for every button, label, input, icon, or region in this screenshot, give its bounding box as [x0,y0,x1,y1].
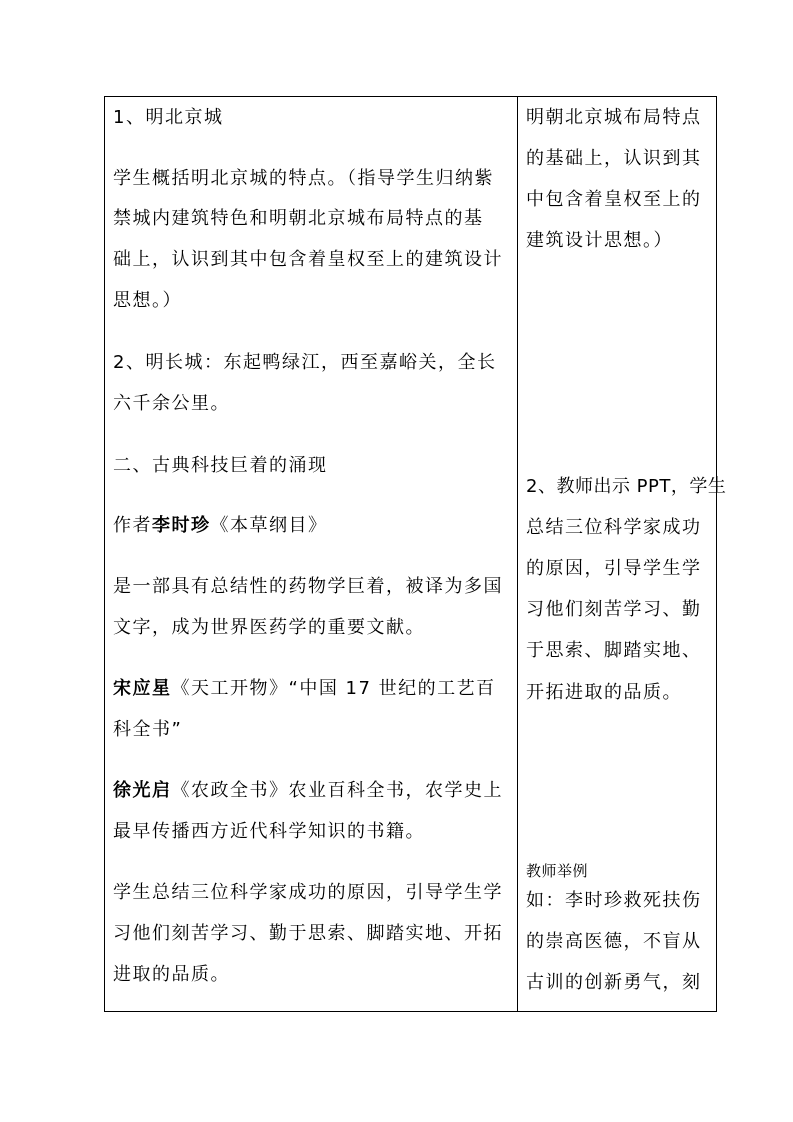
li-book-title: 《本草纲目》 [210,515,328,536]
item-2-line-2: 总结三位科学家成功 [526,517,702,538]
li-prefix: 作者 [113,515,152,536]
item-2-line-5: 于思索、脚踏实地、 [526,640,702,661]
summary-line-3: 进取的品质。 [113,964,230,985]
li-shizhen-name: 李时珍 [152,515,211,536]
li-desc-line-2: 文字，成为世界医药学的重要文献。 [113,617,425,638]
para-1-line-4: 思想。） [113,290,182,311]
section-2-line-1: 2、明长城：东起鸭绿江，西至嘉峪关，全长 [113,352,497,373]
item-2-line-3: 的原因，引导学生学 [526,558,702,579]
column-divider [517,97,518,1011]
example-line-3: 古训的创新勇气，刻 [526,972,702,993]
right-cont-line-1: 明朝北京城布局特点 [526,107,702,128]
section-1-title: 1、明北京城 [113,107,224,128]
section-2-line-2: 六千余公里。 [113,393,230,414]
song-yingxing-name: 宋应星 [113,678,172,699]
song-line-2: 科全书” [113,719,183,740]
item-2-line-1: 2、教师出示 PPT，学生 [526,476,727,497]
item-2-line-4: 习他们刻苦学习、勤 [526,599,702,620]
song-desc: 《天工开物》“中国 17 世纪的工艺百 [171,678,496,699]
li-desc-line-1: 是一部具有总结性的药物学巨着，被译为多国 [113,576,503,597]
song-line-1 [113,678,496,700]
xu-desc: 《农政全书》农业百科全书，农学史上 [171,780,503,801]
item-2-line-6: 开拓进取的品质。 [526,682,682,703]
xu-line-2: 最早传播西方近代科学知识的书籍。 [113,821,425,842]
para-1-line-3: 础上，认识到其中包含着皇权至上的建筑设计 [113,249,503,270]
para-1-line-2: 禁城内建筑特色和明朝北京城布局特点的基 [113,208,484,229]
example-line-1: 如：李时珍救死扶伤 [526,890,702,911]
summary-line-2: 习他们刻苦学习、勤于思索、脚踏实地、开拓 [113,923,503,944]
xu-line-1 [113,780,503,802]
summary-line-1: 学生总结三位科学家成功的原因，引导学生学 [113,882,503,903]
para-1-line-1: 学生概括明北京城的特点。（指导学生归纳紫 [113,168,494,189]
example-label: 教师举例 [526,862,589,880]
right-cont-line-4: 建筑设计思想。） [526,230,673,251]
li-shizhen-line [113,515,328,537]
xu-guangqi-name: 徐光启 [113,780,172,801]
right-cont-line-3: 中包含着皇权至上的 [526,189,702,210]
right-cont-line-2: 的基础上，认识到其 [526,148,702,169]
example-line-2: 的崇高医德，不盲从 [526,931,702,952]
heading-2: 二、古典科技巨着的涌现 [113,455,328,476]
